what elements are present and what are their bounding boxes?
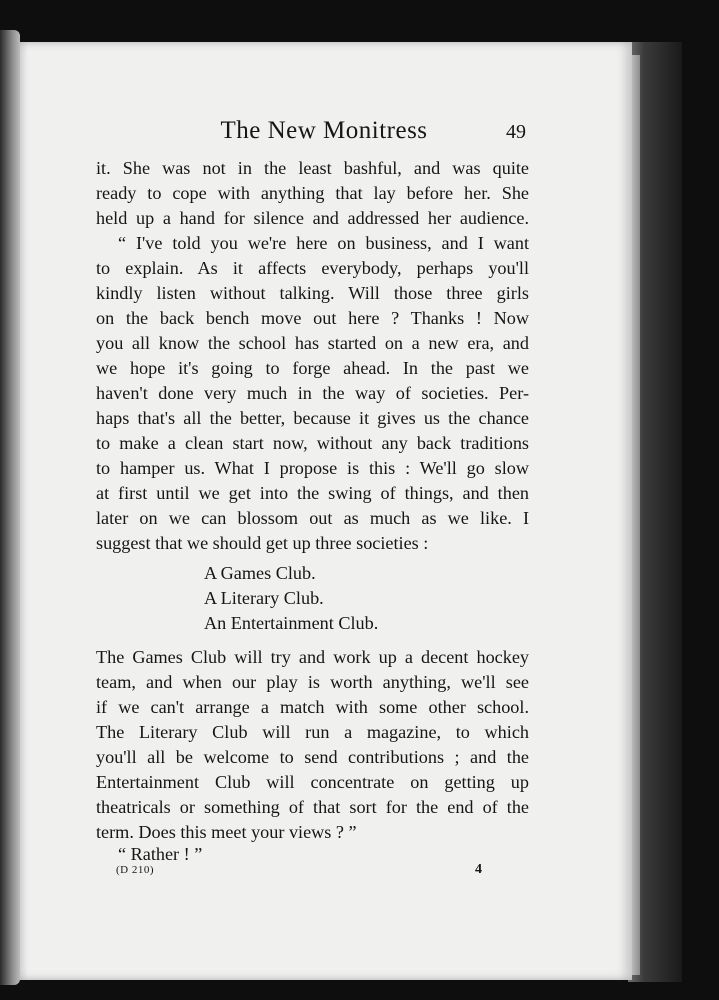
club-list-item: A Literary Club. (204, 588, 324, 608)
text-line: it. She was not in the least bashful, and was quite (96, 158, 529, 178)
text-line: The Games Club will try and work up a decent hockey (96, 647, 529, 667)
text-line: ready to cope with anything that lay before her. She (96, 183, 529, 203)
book-page (20, 42, 632, 980)
text-line: on the back bench move out here ? Thanks ! Now (96, 308, 529, 328)
text-line: to hamper us. What I propose is this : We'll go slow (96, 458, 529, 478)
left-page-edge (0, 30, 20, 985)
text-line: Entertainment Club will concentrate on getting up (96, 772, 529, 792)
text-line: at first until we get into the swing of things, and then (96, 483, 529, 503)
printer-signature-mark: (D 210) (116, 864, 155, 876)
club-list-item: An Entertainment Club. (204, 613, 379, 633)
text-line: suggest that we should get up three societies : (96, 533, 429, 553)
text-line: to make a clean start now, without any back traditions (96, 433, 529, 453)
text-line: you'll all be welcome to send contributions ; and the (96, 747, 529, 767)
text-line: haven't done very much in the way of societies. Per- (96, 383, 529, 403)
page-header (20, 116, 632, 146)
text-line: “ Rather ! ” (118, 844, 203, 864)
running-title: The New Monitress (220, 117, 428, 144)
text-line: to explain. As it affects everybody, perhaps you'll (96, 258, 529, 278)
text-line: “ I've told you we're here on business, and I want (118, 233, 529, 253)
text-line: we hope it's going to forge ahead. In the past we (96, 358, 529, 378)
text-line: if we can't arrange a match with some other school. (96, 697, 529, 717)
text-line: theatricals or something of that sort for the end of the (96, 797, 529, 817)
text-line: held up a hand for silence and addressed her audience. (96, 208, 529, 228)
text-line: team, and when our play is worth anything, we'll see (96, 672, 529, 692)
page-number: 49 (506, 121, 526, 143)
club-list-item: A Games Club. (204, 563, 316, 583)
text-line: you all know the school has started on a new era, and (96, 333, 529, 353)
text-line: term. Does this meet your views ? ” (96, 822, 357, 842)
text-line: kindly listen without talking. Will those three girls (96, 283, 529, 303)
text-line: The Literary Club will run a magazine, to which (96, 722, 529, 742)
text-line: later on we can blossom out as much as we like. I (96, 508, 529, 528)
text-line: haps that's all the better, because it gives us the chance (96, 408, 529, 428)
signature-number: 4 (475, 862, 482, 877)
